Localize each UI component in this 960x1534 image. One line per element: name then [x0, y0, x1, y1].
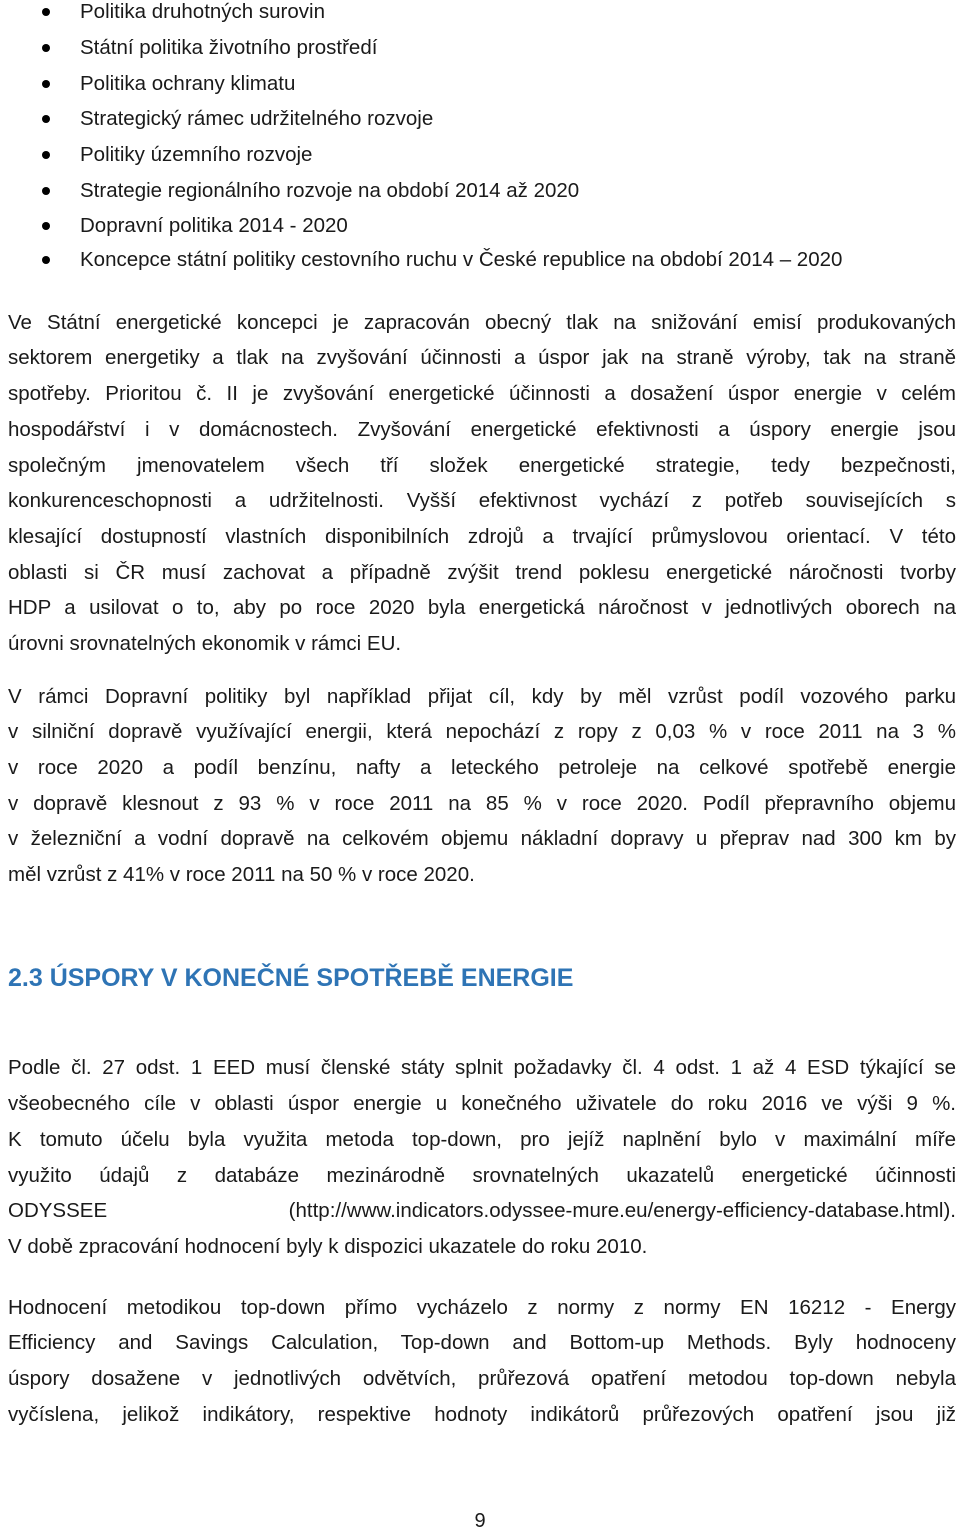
bullet-icon	[42, 115, 50, 123]
text-line: úspory dosažene v jednotlivých odvětvích, průřezová opatření metodou top-down nebyla	[8, 1367, 956, 1390]
text-line: společným jmenovatelem všech tří složek energetické strategie, tedy bezpečnosti,	[8, 454, 956, 477]
text-line: Efficiency and Savings Calculation, Top-down and Bottom-up Methods. Byly hodnoceny	[8, 1331, 956, 1354]
text-line: oblasti si ČR musí zachovat a případně zvýšit trend poklesu energetické náročnosti tvorby	[8, 561, 956, 584]
bullet-item	[0, 140, 960, 170]
text-line: spotřeby. Prioritou č. II je zvyšování energetické účinnosti a dosažení úspor energie v celém	[8, 382, 956, 405]
page-number: 9	[474, 1510, 486, 1532]
bullet-item	[0, 0, 960, 27]
bullet-icon	[42, 187, 50, 195]
bullet-text: Státní politika životního prostředí	[80, 36, 378, 59]
text-line: v dopravě klesnout z 93 % v roce 2011 na 85 % v roce 2020. Podíl přepravního objemu	[8, 792, 956, 815]
bullet-text: Koncepce státní politiky cestovního ruchu v České republice na období 2014 – 2020	[80, 248, 843, 271]
text-line: měl vzrůst z 41% v roce 2011 na 50 % v roce 2020.	[8, 863, 475, 886]
text-line: v silniční dopravě využívající energii, která nepochází z ropy z 0,03 % v roce 2011 na 3 %	[8, 720, 956, 743]
text-line: v roce 2020 a podíl benzínu, nafty a leteckého petroleje na celkové spotřebě energie	[8, 756, 956, 779]
bullet-text: Strategický rámec udržitelného rozvoje	[80, 107, 434, 130]
text-line: Podle čl. 27 odst. 1 EED musí členské státy splnit požadavky čl. 4 odst. 1 až 4 ESD týkající se	[8, 1056, 956, 1079]
text-line: všeobecného cíle v oblasti úspor energie u konečného uživatele do roku 2016 ve výši 9 %.	[8, 1092, 956, 1115]
text-line: v železniční a vodní dopravě na celkovém objemu nákladní dopravy u přeprav nad 300 km by	[8, 827, 956, 850]
bullet-icon	[42, 222, 50, 230]
text-line: V rámci Dopravní politiky byl například přijat cíl, kdy by měl vzrůst podíl vozového parku	[8, 685, 956, 708]
text-line: Hodnocení metodikou top-down přímo vycházelo z normy z normy EN 16212 - Energy	[8, 1296, 956, 1319]
bullet-icon	[42, 256, 50, 264]
bullet-item	[0, 33, 960, 63]
text-line: konkurenceschopnosti a udržitelnosti. Vyšší efektivnost vychází z potřeb souvisejících s	[8, 489, 956, 512]
bullet-item	[0, 211, 960, 241]
text-line: K tomuto účelu byla využita metoda top-down, pro jejíž naplnění bylo v maximální míře	[8, 1128, 956, 1151]
text-line: HDP a usilovat o to, aby po roce 2020 byla energetická náročnost v jednotlivých oborech na	[8, 596, 956, 619]
bullet-item	[0, 176, 960, 206]
bullet-text: Politiky územního rozvoje	[80, 143, 313, 166]
bullet-item	[0, 69, 960, 99]
bullet-icon	[42, 80, 50, 88]
bullet-item	[0, 104, 960, 134]
text-line: V době zpracování hodnocení byly k dispozici ukazatele do roku 2010.	[8, 1235, 648, 1258]
bullet-text: Dopravní politika 2014 - 2020	[80, 214, 348, 237]
text-line: Ve Státní energetické koncepci je zapracován obecný tlak na snižování emisí produkovaných	[8, 311, 956, 334]
text-line: ODYSSEE (http://www.indicators.odyssee-mure.eu/energy-efficiency-database.html).	[8, 1199, 956, 1222]
bullet-icon	[42, 44, 50, 52]
text-line: vyčíslena, jelikož indikátory, respektive hodnoty indikátorů průřezových opatření jsou již	[8, 1403, 956, 1426]
text-line: úrovni srovnatelných ekonomik v rámci EU.	[8, 632, 402, 655]
bullet-item	[0, 245, 960, 275]
text-line: využito údajů z databáze mezinárodně srovnatelných ukazatelů energetické účinnosti	[8, 1164, 956, 1187]
bullet-icon	[42, 8, 50, 16]
bullet-icon	[42, 151, 50, 159]
bullet-text: Politika ochrany klimatu	[80, 72, 296, 95]
bullet-text: Strategie regionálního rozvoje na období 2014 až 2020	[80, 179, 580, 202]
text-line: sektorem energetiky a tlak na zvyšování účinnosti a úspor jak na straně výroby, tak na straně	[8, 346, 956, 369]
bullet-text: Politika druhotných surovin	[80, 0, 325, 23]
text-line: hospodářství i v domácnostech. Zvyšování energetické efektivnosti a úspory energie jsou	[8, 418, 956, 441]
text-line: klesající dostupností vlastních disponibilních zdrojů a trvající průmyslovou orientací. V této	[8, 525, 956, 548]
section-heading: 2.3 ÚSPORY V KONEČNÉ SPOTŘEBĚ ENERGIE	[8, 964, 574, 992]
